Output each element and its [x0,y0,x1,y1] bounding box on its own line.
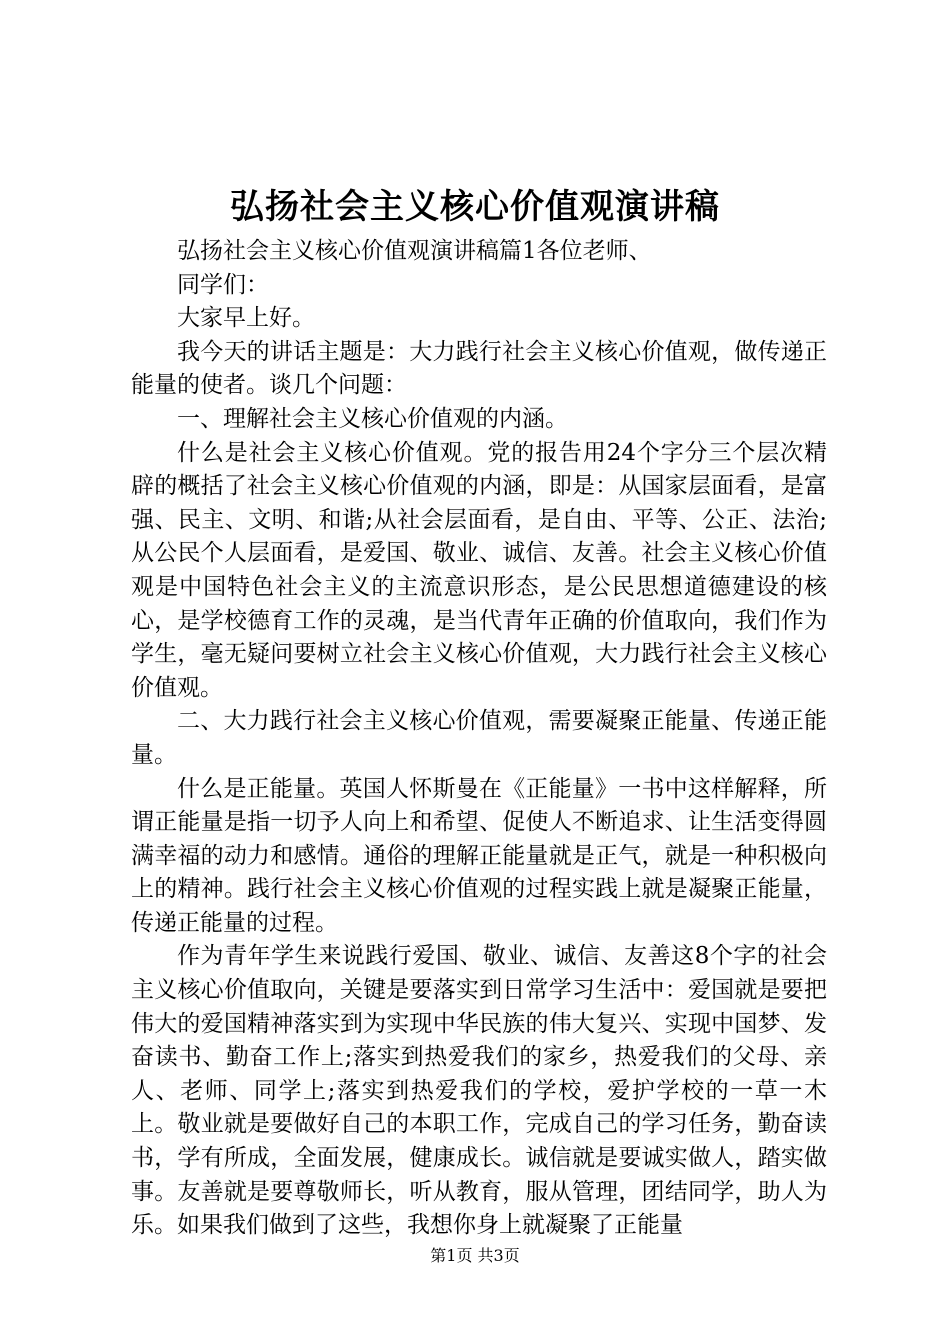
paragraph-student-practice: 作为青年学生来说践行爱国、敬业、诚信、友善这8个字的社会主义核心价值取向，关键是要落实到日常学习生活中：爱国就是要把伟大的爱国精神落实到为实现中华民族的伟大复兴、实现中国梦、发奋读书、勤奋工作上;落实到热爱我们的家乡，热爱我们的父母、亲人、老师、同学上;落实到热爱我们的学校，爱护学校的一草一木上。敬业就是要做好自己的本职工作，完成自己的学习任务，勤奋读书，学有所成，全面发展，健康成长。诚信就是要诚实做人，踏实做事。友善就是要尊敬师长，听从教育，服从管理，团结同学，助人为乐。如果我们做到了这些，我想你身上就凝聚了正能量 [131,943,827,1239]
paragraph-topic: 我今天的讲话主题是：大力践行社会主义核心价值观，做传递正能量的使者。谈几个问题： [131,338,827,399]
document-title: 弘扬社会主义核心价值观演讲稿 [230,187,720,227]
paragraph-section-1-heading: 一、理解社会主义核心价值观的内涵。 [177,405,568,432]
paragraph-section-2-heading: 二、大力践行社会主义核心价值观，需要凝聚正能量、传递正能量。 [131,708,827,768]
page-number: 第1页 共3页 [430,1246,520,1265]
paragraph-core-values: 什么是社会主义核心价值观。党的报告用24个字分三个层次精辟的概括了社会主义核心价值观的内涵，即是：从国家层面看，是富强、民主、文明、和谐;从社会层面看，是自由、平等、公正、法治;从公民个人层面看，是爱国、敬业、诚信、友善。社会主义核心价值观是中国特色社会主义的主流意识形态，是公民思想道德建设的核心，是学校德育工作的灵魂，是当代青年正确的价值取向，我们作为学生，毫无疑问要树立社会主义核心价值观，大力践行社会主义核心价值观。 [131,439,827,701]
document-body [131,235,827,1243]
paragraph-positive-energy: 什么是正能量。英国人怀斯曼在《正能量》一书中这样解释，所谓正能量是指一切予人向上和希望、促使人不断追求、让生活变得圆满幸福的动力和感情。通俗的理解正能量就是正气，就是一种积极向上的精神。践行社会主义核心价值观的过程实践上就是凝聚正能量，传递正能量的过程。 [131,775,827,936]
paragraph-salutation: 同学们： [177,271,269,298]
paragraph-greeting: 大家早上好。 [177,305,315,332]
paragraph-intro: 弘扬社会主义核心价值观演讲稿篇1各位老师、 [177,238,652,264]
